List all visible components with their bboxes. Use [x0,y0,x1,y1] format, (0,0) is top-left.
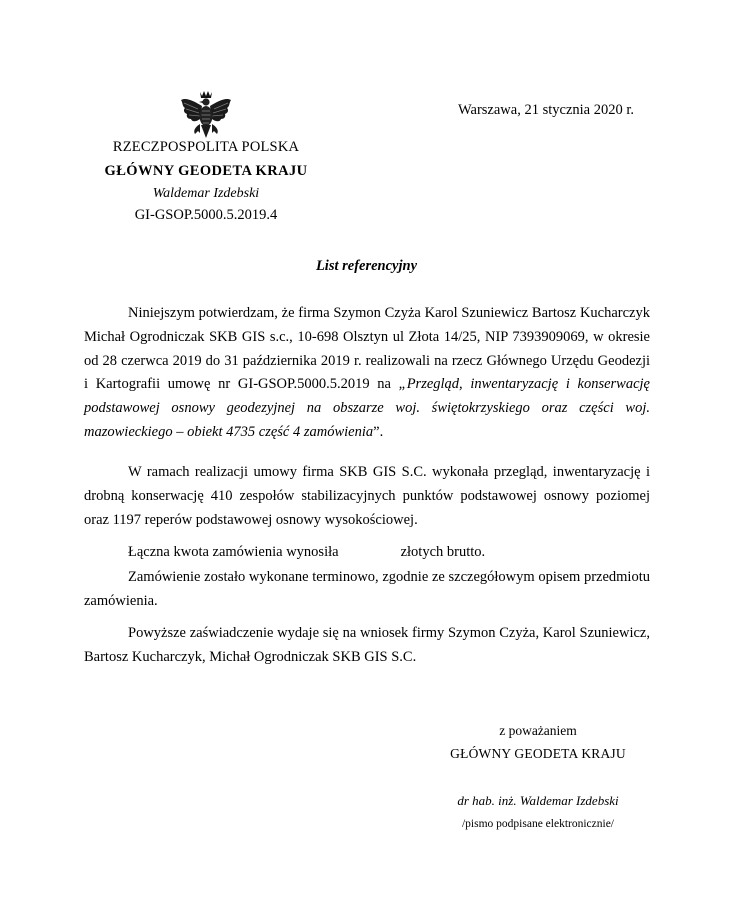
eagle-emblem-icon [178,89,234,141]
country-name: RZECZPOSPOLITA POLSKA [112,139,300,155]
signatory-office: GŁÓWNY GEODETA KRAJU [450,746,626,761]
electronic-signature-note: /pismo podpisane elektronicznie/ [461,818,614,830]
paragraph-5-text: Powyższe zaświadczenie wydaje się na wniosek firmy Szymon Czyża, Karol Szuniewicz, Bartosz Kucharczyk, Michał Ogrodniczak SKB GIS S.C. [84,625,650,665]
closing-phrase: z poważaniem [499,723,577,738]
paragraph-4-text: Zamówienie zostało wykonane terminowo, zgodnie ze szczegółowym opisem przedmiotu zamówienia. [84,569,650,609]
paragraph-1-end: ”. [373,423,384,440]
paragraph-1 [84,302,650,445]
place-date: Warszawa, 21 stycznia 2020 r. [458,102,634,118]
paragraph-3-before: Łączna kwota zamówienia wynosiła [128,544,339,560]
document-title: List referencyjny [315,258,418,274]
paragraph-1-text: Niniejszym potwierdzam, że firma Szymon Czyża Karol Szuniewicz Bartosz Kucharczyk Michał Ogrodniczak SKB GIS s.c., 10-698 Olsztyn ul Złota 14/25, NIP 7393909069, w okresie od 28 czerwca 2019 do 31 października 2019 r. realizowali na rzecz Głównego Urzędu Geodezji i Kartografii umowę nr GI-GSOP.5000.5.2019 na [84,305,650,393]
paragraph-1-italic: „Przegląd, inwentaryzację i konserwację podstawowej osnowy geodezyjnej na obszarze woj. świętokrzyskiego oraz części woj. mazowieckiego – obiekt 4735 część 4 zamówienia [84,376,650,440]
document-reference: GI-GSOP.5000.5.2019.4 [134,207,278,223]
paragraph-4 [84,566,650,614]
paragraph-2-text: W ramach realizacji umowy firma SKB GIS S.C. wykonała przegląd, inwentaryzację i drobną konserwację 410 zespołów stabilizacyjnych punktów podstawowej osnowy poziomej oraz 1197 reperów podstawowej osnowy wysokościowej. [84,464,650,528]
signatory-name: dr hab. inż. Waldemar Izdebski [457,793,619,808]
office-name: GŁÓWNY GEODETA KRAJU [104,163,308,179]
paragraph-3-after: złotych brutto. [400,544,486,560]
paragraph-3 [84,541,650,565]
paragraph-5 [84,622,650,670]
person-name: Waldemar Izdebski [152,186,260,201]
paragraph-2 [84,461,650,532]
